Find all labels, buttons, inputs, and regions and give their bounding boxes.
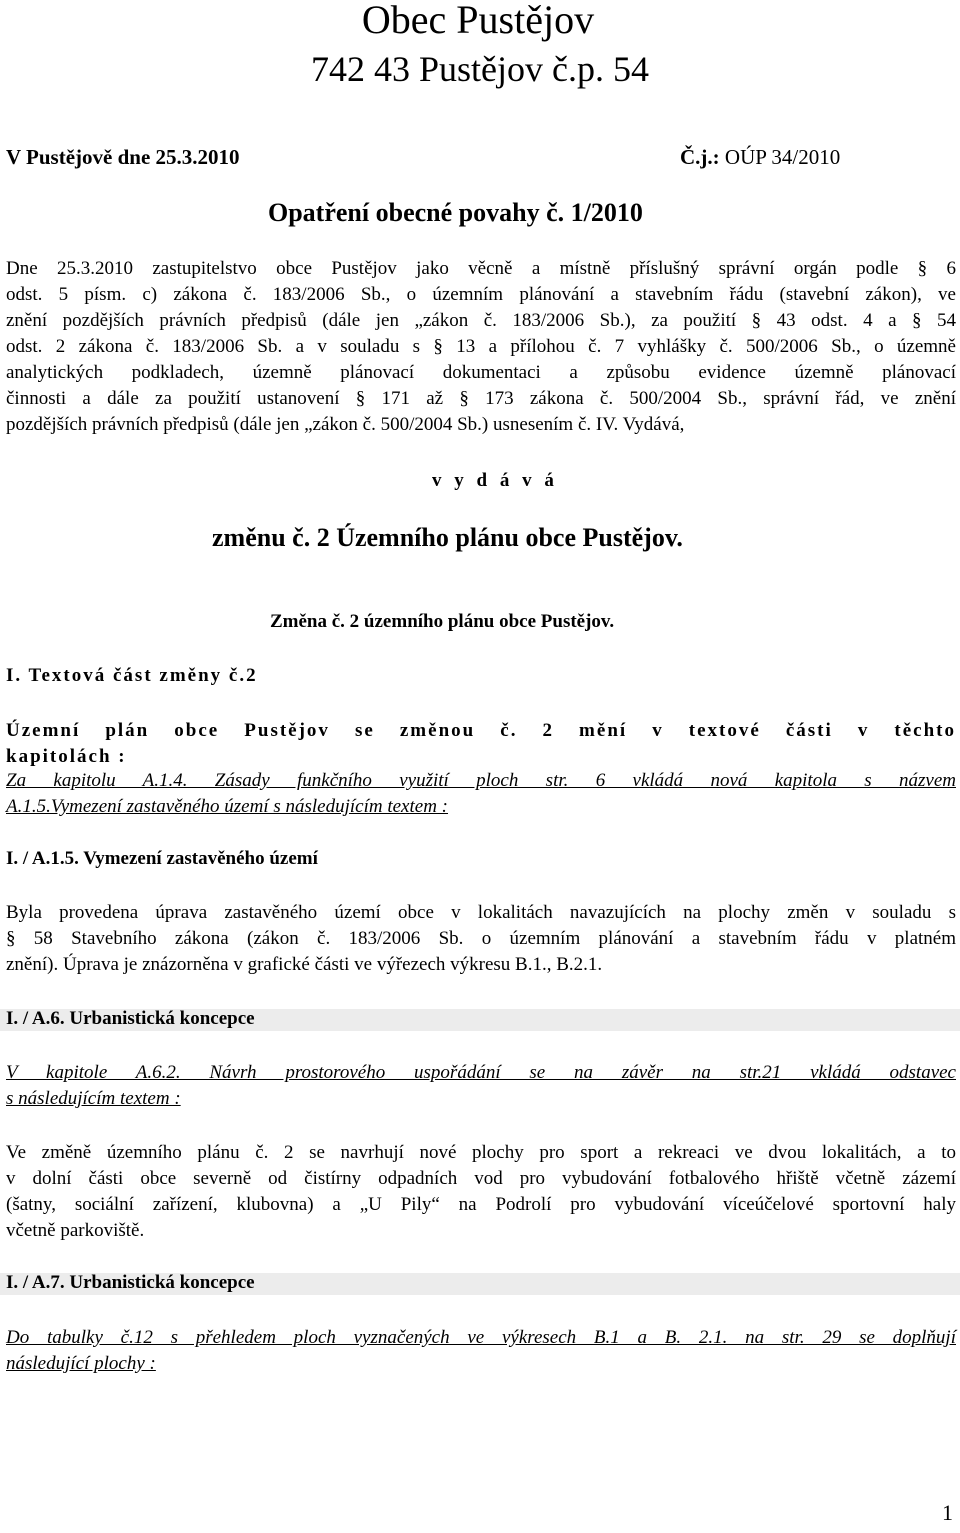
change-title: změnu č. 2 Územního plánu obce Pustějov. (212, 523, 683, 552)
reference-label: Č.j.: (680, 145, 720, 169)
intro-line: analytických podkladech, územně plánovací dokumentaci a způsobu evidence územně plánovací (6, 362, 956, 383)
municipality-title: Obec Pustějov (361, 0, 595, 42)
intro-line: Dne 25.3.2010 zastupitelstvo obce Pustějov jako věcně a místně příslušný správní orgán podle § 6 (6, 258, 956, 279)
section-a6-paragraph (6, 1140, 956, 1244)
plan-change-heading (6, 718, 956, 770)
intro-line: odst. 2 zákona č. 183/2006 Sb. a v souladu s § 13 a přílohou č. 7 vyhlášky č. 500/2006 Sb., o územně (6, 336, 956, 357)
date-line: V Pustějově dne 25.3.2010 (6, 145, 240, 169)
document-title: Opatření obecné povahy č. 1/2010 (268, 198, 643, 227)
section-heading-a15: I. / A.1.5. Vymezení zastavěného území (6, 848, 318, 869)
text-part-heading: I. Textová část změny č.2 (6, 665, 258, 686)
intro-line: odst. 5 písm. c) zákona č. 183/2006 Sb., o územním plánování a stavebním řádu (stavební zákon), ve (6, 284, 956, 305)
chapter-insert-line: A.1.5.Vymezení zastavěného území s následujícím textem : (6, 796, 449, 817)
chapter-a62-line: V kapitole A.6.2. Návrh prostorového uspořádání se na závěr na str.21 vkládá odstavec (6, 1062, 956, 1083)
page-number: 1 (942, 1500, 953, 1525)
plan-change-line: Územní plán obce Pustějov se změnou č. 2 mění v textové části v těchto (6, 720, 956, 741)
intro-paragraph (6, 256, 956, 438)
section-a6-line: (šatny, sociální zařízení, klubovna) a „U Pily“ na Podrolí pro vybudování víceúčelové sportovní haly (6, 1194, 956, 1215)
chapter-a62-note (6, 1060, 956, 1112)
section-heading-a6: I. / A.6. Urbanistická koncepce (6, 1008, 255, 1029)
intro-line: znění pozdějších právních předpisů (dále jen „zákon č. 183/2006 Sb.), za použití § 43 odst. 4 a § 54 (6, 310, 956, 331)
table-insert-note (6, 1325, 956, 1377)
section-a6-line: Ve změně územního plánu č. 2 se navrhují nové plochy pro sport a rekreaci ve dvou lokalitách, a to (6, 1142, 956, 1163)
table-insert-line: následující plochy : (6, 1353, 156, 1374)
reference-number (680, 145, 840, 170)
change-subtitle: Změna č. 2 územního plánu obce Pustějov. (270, 611, 615, 632)
municipality-address: 742 43 Pustějov č.p. 54 (311, 49, 649, 89)
plan-change-line: kapitolách : (6, 746, 127, 767)
chapter-a62-line: s následujícím textem : (6, 1088, 181, 1109)
intro-line: pozdějších právních předpisů (dále jen „zákon č. 500/2004 Sb.) usnesením č. IV. Vydává, (6, 414, 685, 435)
section-a15-line: § 58 Stavebního zákona (zákon č. 183/2006 Sb. o územním plánování a stavebním řádu v platném (6, 928, 956, 949)
section-a6-line: v dolní části obce severně od čistírny odpadních vod pro vybudování fotbalového hřiště včetně zázemí (6, 1168, 956, 1189)
section-a6-line: včetně parkoviště. (6, 1220, 145, 1241)
issues-heading: v y d á v á (432, 470, 558, 491)
section-heading-a7: I. / A.7. Urbanistická koncepce (6, 1272, 255, 1293)
section-a15-line: znění). Úprava je znázorněna v grafické části ve výřezech výkresu B.1., B.2.1. (6, 954, 603, 975)
section-a15-paragraph (6, 900, 956, 978)
table-insert-line: Do tabulky č.12 s přehledem ploch vyznačených ve výkresech B.1 a B. 2.1. na str. 29 se doplňují (6, 1327, 956, 1348)
section-a15-line: Byla provedena úprava zastavěného území obce v lokalitách navazujících na plochy změn v souladu s (6, 902, 956, 923)
reference-value: OÚP 34/2010 (724, 145, 841, 169)
intro-line: činnosti a dále za použití ustanovení § 171 až § 173 zákona č. 500/2004 Sb., správní řád, ve znění (6, 388, 956, 409)
chapter-insert-line: Za kapitolu A.1.4. Zásady funkčního využití ploch str. 6 vkládá nová kapitola s názvem (6, 770, 956, 791)
chapter-insert-note (6, 768, 956, 820)
